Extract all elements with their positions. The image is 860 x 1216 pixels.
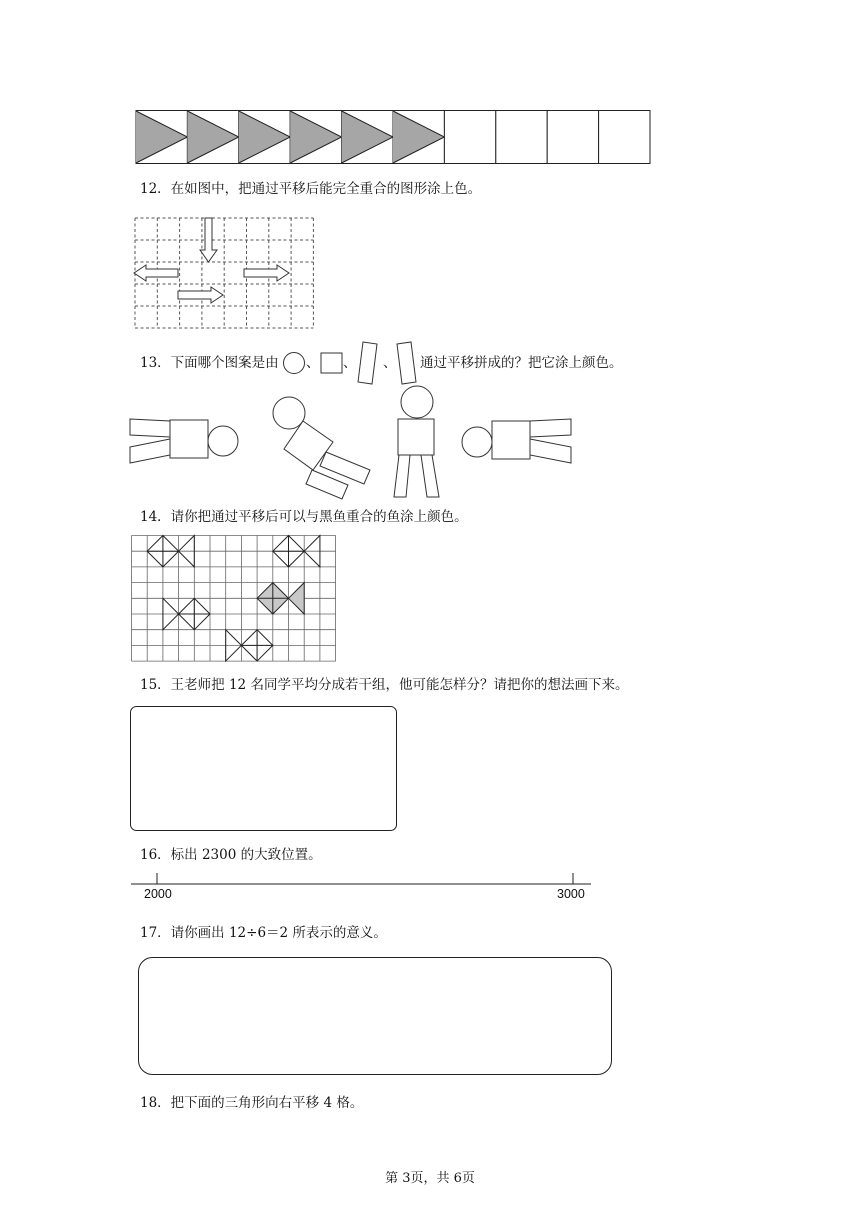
question-15: 15．王老师把 12 名同学平均分成若干组，他可能怎样分？请把你的想法画下来。 (140, 677, 629, 693)
answer-box-17[interactable] (138, 957, 614, 1077)
page-footer: 第 3页，共 6页 (385, 1171, 475, 1186)
strip-cell (444, 111, 495, 164)
question-16: 16．标出 2300 的大致位置。 (140, 847, 322, 863)
component-circle-icon (282, 351, 306, 375)
separator-2: 、 (343, 355, 357, 371)
strip-cell (599, 111, 650, 164)
dashed-grid-arrows (134, 218, 314, 330)
figure-option-3 (394, 386, 439, 497)
answer-box-15[interactable] (130, 706, 398, 832)
fish-black (257, 583, 304, 614)
question-17: 17．请你画出 12÷6＝2 所表示的意义。 (140, 925, 387, 941)
question-13-prefix: 13．下面哪个图案是由 (140, 355, 279, 371)
figure-option-2 (273, 397, 370, 499)
number-line-end-label: 3000 (557, 887, 585, 901)
number-line[interactable] (131, 870, 593, 890)
question-12: 12．在如图中，把通过平移后能完全重合的图形涂上色。 (140, 181, 482, 197)
component-leg-right-icon (396, 341, 420, 385)
separator-1: 、 (306, 355, 320, 371)
arrow-left-shape (134, 265, 178, 281)
figure-option-1 (130, 419, 238, 463)
question-13 (140, 354, 279, 372)
separator-3: 、 (383, 355, 397, 371)
triangle-strip (135, 110, 651, 164)
arrow-right-lower-shape (178, 287, 223, 303)
question-18: 18．把下面的三角形向右平移 4 格。 (140, 1095, 364, 1111)
strip-cell (547, 111, 598, 164)
component-square-icon (320, 352, 344, 374)
arrow-right-upper-shape (244, 265, 289, 281)
question-13-suffix: 通过平移拼成的？把它涂上颜色。 (420, 355, 623, 371)
figure-options (128, 382, 578, 502)
fish-grid (131, 535, 336, 663)
number-line-start-label: 2000 (144, 887, 172, 901)
component-leg-left-icon (357, 341, 381, 385)
figure-option-4 (462, 419, 571, 463)
strip-cell (496, 111, 547, 164)
question-14: 14．请你把通过平移后可以与黑鱼重合的鱼涂上颜色。 (140, 509, 468, 525)
